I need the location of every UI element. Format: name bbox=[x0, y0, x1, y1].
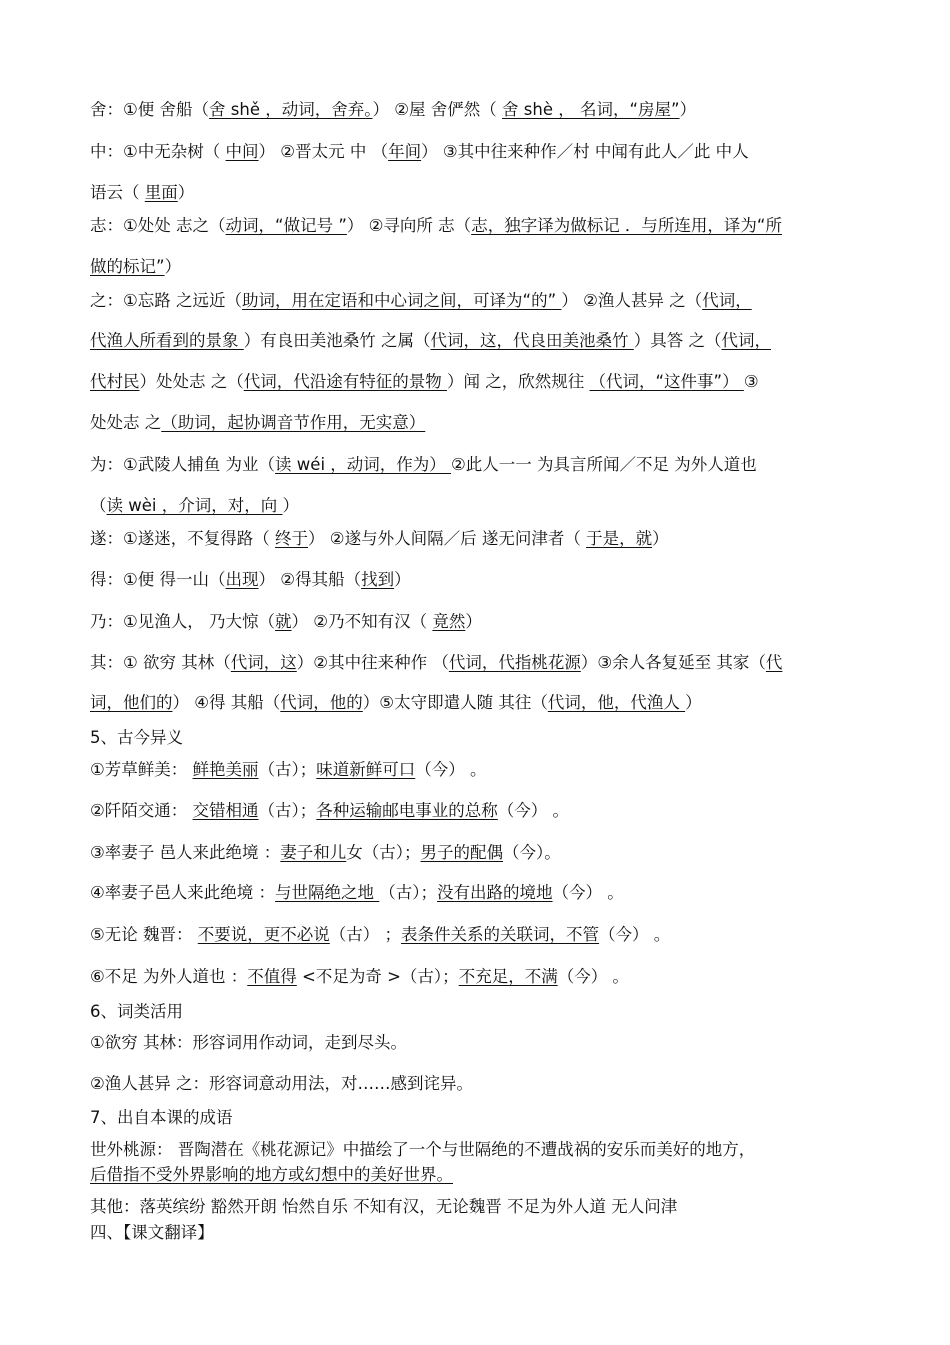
text-segment: 其他：落英缤纷 豁然开朗 怡然自乐 不知有汉，无论魏晋 不足为外人道 无人问津 bbox=[90, 1197, 678, 1216]
underlined-answer: 动词，“做记号 ” bbox=[225, 216, 347, 235]
text-segment: ④率妻子邑人来此绝境 ： bbox=[90, 883, 276, 902]
text-line bbox=[90, 216, 782, 236]
text-segment: 处处志 之 bbox=[90, 413, 162, 432]
text-segment: ） ③其中往来种作／村 中闻有此人／此 中人 bbox=[421, 142, 749, 161]
text-segment: 世外桃源： 晋陶潜在《桃花源记》中描绘了一个与世隔绝的不遭战祸的安乐而美好的地方， bbox=[90, 1140, 756, 1159]
text-segment: （古）； bbox=[258, 760, 317, 779]
underlined-answer: 代词， bbox=[721, 331, 771, 350]
text-segment: ②此人一一 为具言所闻／不足 为外人道也 bbox=[451, 455, 757, 474]
underlined-answer: 代词，他，代渔人 bbox=[547, 693, 686, 712]
underlined-answer: 读 wéi ，动词，作为） bbox=[275, 455, 452, 474]
text-segment: （古） ； bbox=[329, 925, 402, 944]
text-segment: 之：①忘路 之远近（ bbox=[90, 291, 243, 310]
text-segment: （今） 。 bbox=[415, 760, 487, 779]
underlined-answer: 读 wèi ，介词，对，向 bbox=[106, 496, 283, 515]
underlined-answer: 终于 bbox=[275, 529, 309, 548]
text-segment: （今）。 bbox=[503, 843, 561, 862]
text-segment: ②渔人甚异 之：形容词意动用法，对……感到诧异。 bbox=[90, 1074, 474, 1093]
underlined-answer: 鲜艳美丽 bbox=[192, 760, 259, 779]
underlined-answer: 男子的配偶 bbox=[420, 843, 504, 862]
text-line bbox=[90, 1002, 183, 1022]
underlined-answer: 不值得 bbox=[247, 967, 297, 986]
text-segment: ）②其中往来种作 （ bbox=[296, 653, 449, 672]
text-line bbox=[90, 142, 749, 162]
text-segment: 志：①处处 志之（ bbox=[90, 216, 226, 235]
text-line bbox=[90, 496, 299, 516]
underlined-answer: 志，独字译为做标记 ．与所连用，译为“所 bbox=[471, 216, 782, 235]
text-segment: ①欲穷 其林：形容词用作动词，走到尽头。 bbox=[90, 1033, 408, 1052]
text-line bbox=[90, 1197, 677, 1217]
text-segment: ） ②乃不知有汉（ bbox=[291, 612, 433, 631]
text-line bbox=[90, 413, 425, 433]
text-segment: 乃：①见渔人， 乃大惊（ bbox=[90, 612, 276, 631]
text-line bbox=[90, 925, 670, 945]
text-segment: 遂：①遂迷，不复得路（ bbox=[90, 529, 276, 548]
text-segment: 7、出自本课的成语 bbox=[90, 1108, 233, 1127]
text-segment: ）⑤太守即遣人随 其往（ bbox=[362, 693, 548, 712]
text-segment: （古）； bbox=[379, 883, 438, 902]
text-line bbox=[90, 455, 757, 475]
text-line bbox=[90, 570, 411, 590]
text-segment: ） bbox=[177, 183, 195, 202]
text-segment: ） bbox=[164, 257, 182, 276]
text-segment: ） ②遂与外人间隔／后 遂无问津者（ bbox=[308, 529, 587, 548]
text-line bbox=[90, 529, 669, 549]
underlined-answer: 代词， bbox=[702, 291, 752, 310]
underlined-answer: 中间 bbox=[225, 142, 259, 161]
text-segment: ） ②寻向所 志（ bbox=[346, 216, 472, 235]
text-line bbox=[90, 1033, 407, 1053]
underlined-answer: 代词，代沿途有特征的景物 bbox=[243, 372, 447, 391]
underlined-answer: 没有出路的境地 bbox=[437, 883, 553, 902]
text-line bbox=[90, 883, 624, 903]
underlined-answer: （助词，起协调音节作用，无实意） bbox=[161, 413, 426, 432]
underlined-answer: 不充足，不满 bbox=[458, 967, 558, 986]
underlined-answer: 味道新鲜可口 bbox=[316, 760, 416, 779]
text-line bbox=[90, 372, 759, 392]
underlined-answer: 代村民 bbox=[90, 372, 140, 391]
text-segment: （今） 。 bbox=[497, 801, 570, 820]
text-line bbox=[90, 693, 702, 713]
text-segment: ） bbox=[394, 570, 411, 589]
underlined-answer: 各种运输邮电事业的总称 bbox=[316, 801, 498, 820]
text-segment: ） bbox=[465, 612, 482, 631]
text-segment: ）闻 之，欣然规往 bbox=[447, 372, 590, 391]
text-line bbox=[90, 1223, 214, 1243]
text-segment: 得：①便 得一山（ bbox=[90, 570, 226, 589]
text-segment: 5、古今异义 bbox=[90, 728, 183, 747]
text-segment: <不足为奇 >（古）； bbox=[296, 967, 459, 986]
text-segment: ③率妻子 邑人来此绝境 ： bbox=[90, 843, 281, 862]
text-line bbox=[90, 1165, 453, 1185]
text-line bbox=[90, 100, 696, 120]
underlined-answer: 就 bbox=[275, 612, 292, 631]
underlined-answer: 后借指不受外界影响的地方或幻想中的美好世界。 bbox=[90, 1165, 453, 1184]
underlined-answer: 找到 bbox=[361, 570, 395, 589]
text-segment: ⑤无论 魏晋： bbox=[90, 925, 198, 944]
text-segment: 中：①中无杂树（ bbox=[90, 142, 226, 161]
underlined-answer: （代词，“这件事”） bbox=[589, 372, 744, 391]
text-segment: ③ bbox=[743, 372, 759, 391]
text-segment: 四、【课文翻译】 bbox=[90, 1223, 214, 1242]
text-line bbox=[90, 1074, 473, 1094]
text-segment: （今） 。 bbox=[552, 883, 624, 902]
underlined-answer: 助词，用在定语和中心词之间，可译为“的” bbox=[242, 291, 562, 310]
text-line bbox=[90, 760, 487, 780]
text-line bbox=[90, 331, 771, 351]
text-line bbox=[90, 728, 183, 748]
text-segment: ） bbox=[282, 496, 299, 515]
text-line bbox=[90, 291, 752, 311]
text-segment: （ bbox=[90, 496, 107, 515]
text-line bbox=[90, 183, 194, 203]
text-segment: ） ④得 其船（ bbox=[172, 693, 281, 712]
underlined-answer: 代词，这 bbox=[230, 653, 297, 672]
underlined-answer: 做的标记” bbox=[90, 257, 165, 276]
text-line bbox=[90, 257, 181, 277]
text-segment: ） bbox=[679, 100, 697, 119]
underlined-answer: 词，他们的 bbox=[90, 693, 173, 712]
text-segment: ）处处志 之（ bbox=[139, 372, 244, 391]
text-segment: ）有良田美池桑竹 之属（ bbox=[243, 331, 431, 350]
text-line bbox=[90, 801, 569, 821]
text-segment: ）③余人各复延至 其家（ bbox=[580, 653, 766, 672]
text-segment: 6、词类活用 bbox=[90, 1002, 183, 1021]
underlined-answer: 代词，他的 bbox=[280, 693, 363, 712]
underlined-answer: 代词，代指桃花源 bbox=[448, 653, 581, 672]
text-segment: （今） 。 bbox=[599, 925, 671, 944]
underlined-answer: 代词，这，代良田美池桑竹 bbox=[430, 331, 634, 350]
underlined-answer: 出现 bbox=[225, 570, 259, 589]
text-segment: ） bbox=[652, 529, 669, 548]
underlined-answer: 里面 bbox=[144, 183, 178, 202]
text-segment: 语云（ bbox=[90, 183, 145, 202]
underlined-answer: 舍 shè ， 名词，“房屋” bbox=[502, 100, 680, 119]
text-segment: ） ②渔人甚异 之（ bbox=[561, 291, 703, 310]
text-segment: 舍：①便 舍船（ bbox=[90, 100, 210, 119]
underlined-answer: 妻子和儿 bbox=[280, 843, 347, 862]
underlined-answer: 不要说，更不必说 bbox=[197, 925, 330, 944]
text-segment: ②阡陌交通： bbox=[90, 801, 193, 820]
underlined-answer: 交错相通 bbox=[192, 801, 259, 820]
text-line bbox=[90, 612, 482, 632]
text-line bbox=[90, 1108, 233, 1128]
text-segment: ） bbox=[685, 693, 702, 712]
text-segment: （古）； bbox=[258, 801, 317, 820]
underlined-answer: 代渔人所看到的景象 bbox=[90, 331, 244, 350]
text-segment: ⑥不足 为外人道也 ： bbox=[90, 967, 248, 986]
text-segment: ）具答 之（ bbox=[633, 331, 722, 350]
text-line bbox=[90, 653, 782, 673]
underlined-answer: 于是，就 bbox=[586, 529, 653, 548]
text-line bbox=[90, 1140, 755, 1160]
text-segment: 其：① 欲穷 其林（ bbox=[90, 653, 231, 672]
underlined-answer: 竟然 bbox=[432, 612, 466, 631]
text-line bbox=[90, 843, 561, 863]
text-segment: （今） 。 bbox=[557, 967, 629, 986]
text-segment: 为：①武陵人捕鱼 为业（ bbox=[90, 455, 276, 474]
underlined-answer: 舍 shě ，动词，舍弃。 bbox=[209, 100, 373, 119]
text-segment: ①芳草鲜美： bbox=[90, 760, 193, 779]
underlined-answer: 年间 bbox=[388, 142, 422, 161]
underlined-answer: 表条件关系的关联词，不管 bbox=[401, 925, 600, 944]
underlined-answer: 代 bbox=[765, 653, 783, 672]
text-segment: 女（古）； bbox=[346, 843, 421, 862]
underlined-answer: 与世隔绝之地 bbox=[275, 883, 380, 902]
text-segment: ） ②屋 舍俨然（ bbox=[372, 100, 503, 119]
text-segment: ） ②得其船（ bbox=[258, 570, 362, 589]
text-segment: ） ②晋太元 中 （ bbox=[258, 142, 389, 161]
text-line bbox=[90, 967, 629, 987]
